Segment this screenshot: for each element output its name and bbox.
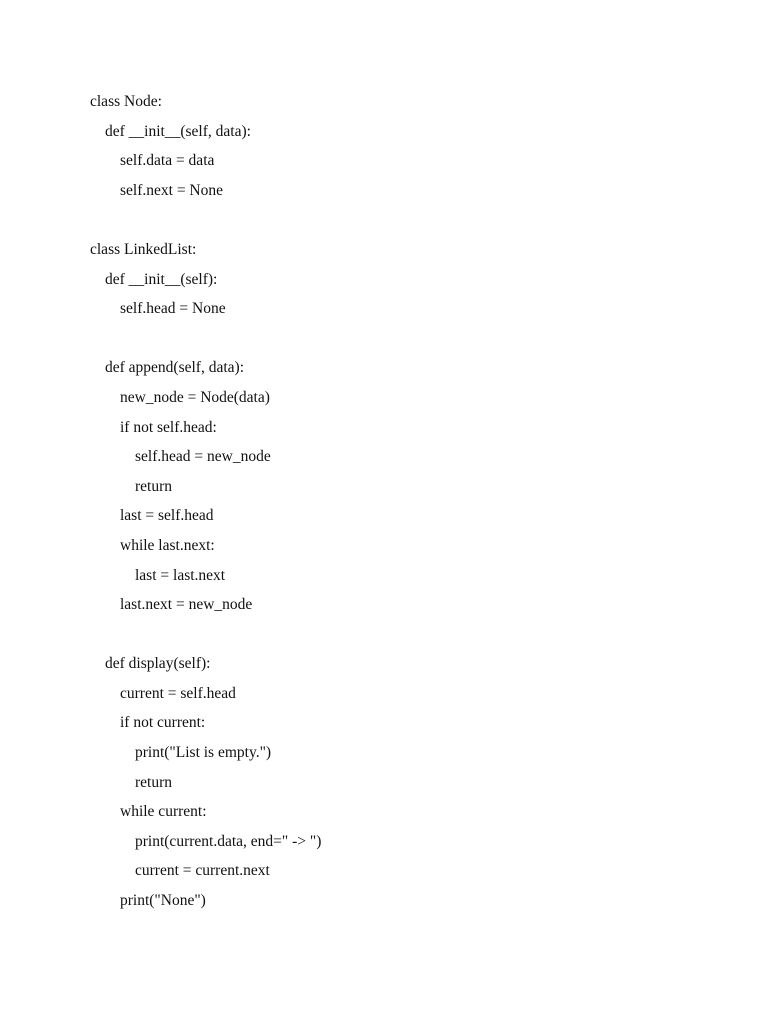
- code-line: current = current.next: [135, 862, 270, 880]
- code-line: if not current:: [120, 714, 206, 732]
- code-line: def __init__(self, data):: [105, 122, 251, 140]
- code-line: if not self.head:: [120, 418, 217, 436]
- code-line: print("None"): [120, 892, 206, 910]
- code-line: self.next = None: [120, 181, 224, 199]
- code-line: print(current.data, end=" -> "): [135, 832, 322, 850]
- blank-line: [90, 324, 321, 354]
- code-line: def display(self):: [105, 655, 211, 673]
- code-line: last = self.head: [120, 507, 214, 525]
- blank-line: [90, 205, 321, 235]
- code-document: [90, 87, 321, 916]
- code-line: last.next = new_node: [120, 596, 253, 614]
- code-line: return: [135, 477, 173, 495]
- code-line: new_node = Node(data): [120, 388, 270, 406]
- code-line: def __init__(self):: [105, 270, 218, 288]
- code-line: class LinkedList:: [90, 240, 197, 258]
- code-line: current = self.head: [120, 684, 236, 702]
- code-line: self.data = data: [120, 152, 215, 170]
- code-line: print("List is empty."): [135, 744, 272, 762]
- code-line: def append(self, data):: [105, 359, 245, 377]
- code-line: self.head = new_node: [135, 448, 271, 466]
- code-line: last = last.next: [135, 566, 226, 584]
- blank-line: [90, 620, 321, 650]
- code-line: while last.next:: [120, 536, 215, 554]
- code-line: return: [135, 773, 173, 791]
- code-line: while current:: [120, 803, 207, 821]
- code-line: self.head = None: [120, 300, 226, 318]
- code-line: class Node:: [90, 93, 162, 110]
